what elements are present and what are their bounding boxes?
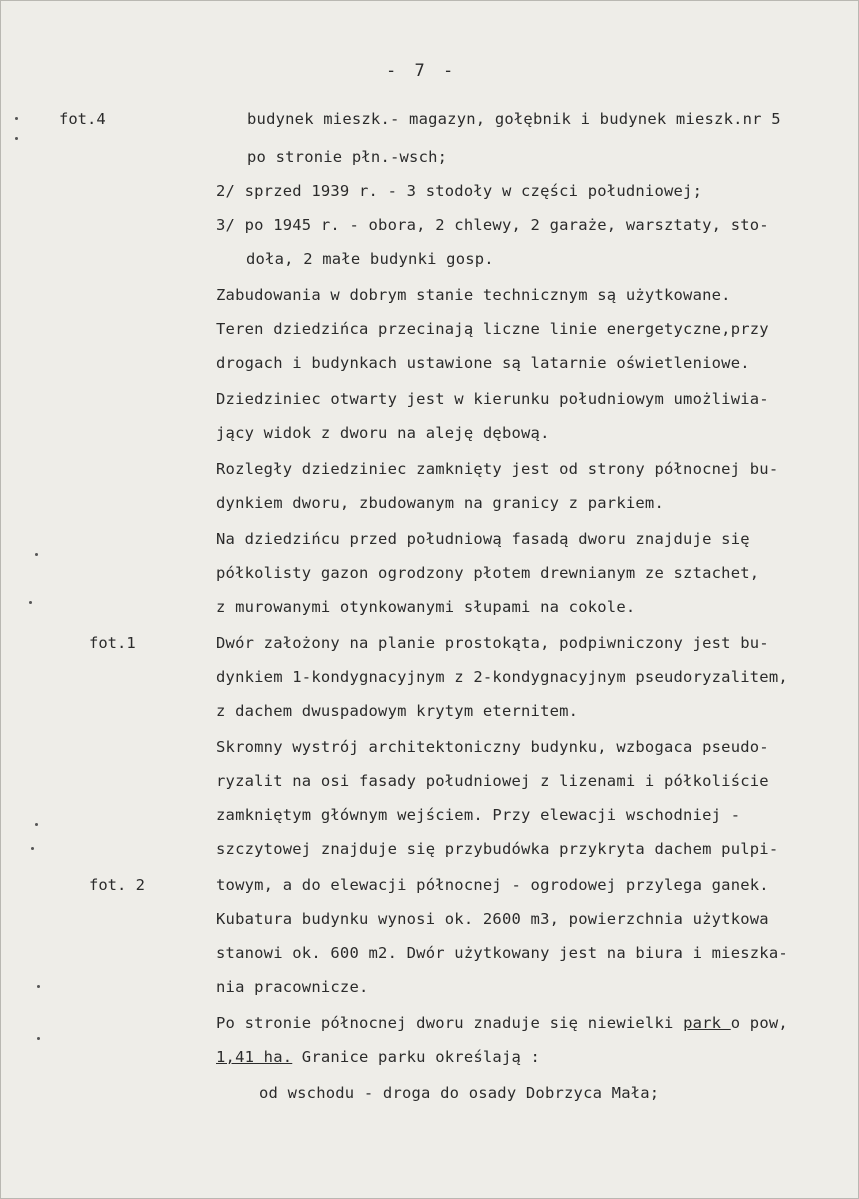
text-line: po stronie płn.-wsch; xyxy=(247,148,448,166)
text-line: 3/ po 1945 r. - obora, 2 chlewy, 2 garaże, warsztaty, sto- xyxy=(216,216,769,234)
text-line: półkolisty gazon ogrodzony płotem drewnianym ze sztachet, xyxy=(216,564,760,582)
scan-speck xyxy=(29,601,32,604)
park-size-line xyxy=(216,1047,540,1067)
park-line-end: o pow, xyxy=(730,1014,788,1032)
text-line: szczytowej znajduje się przybudówka przykryta dachem pulpi- xyxy=(216,840,779,858)
scan-speck xyxy=(31,847,34,850)
park-line-text: Po stronie północnej dworu znaduje się niewielki xyxy=(216,1014,684,1032)
text-line: Rozległy dziedziniec zamknięty jest od strony północnej bu- xyxy=(216,460,779,478)
text-line: z dachem dwuspadowym krytym eternitem. xyxy=(216,702,579,720)
scan-speck xyxy=(37,1037,40,1040)
scan-speck xyxy=(15,137,18,140)
text-line: Kubatura budynku wynosi ok. 2600 m3, powierzchnia użytkowa xyxy=(216,910,769,928)
text-line: dynkiem 1-kondygnacyjnym z 2-kondygnacyjnym pseudoryzalitem, xyxy=(216,668,788,686)
park-size-underlined: 1,41 ha. xyxy=(216,1048,293,1066)
scan-speck xyxy=(35,553,38,556)
scan-speck xyxy=(15,117,18,120)
text-line: Dziedziniec otwarty jest w kierunku południowym umożliwia- xyxy=(216,390,769,408)
text-line: zamkniętym głównym wejściem. Przy elewacji wschodniej - xyxy=(216,806,741,824)
text-line: od wschodu - droga do osady Dobrzyca Mała; xyxy=(259,1084,660,1102)
park-underlined: park xyxy=(683,1014,731,1032)
text-line: Dwór założony na planie prostokąta, podpiwniczony jest bu- xyxy=(216,634,769,652)
text-line: towym, a do elewacji północnej - ogrodowej przylega ganek. xyxy=(216,876,769,894)
text-line: Na dziedzińcu przed południową fasadą dworu znajduje się xyxy=(216,530,750,548)
text-line: drogach i budynkach ustawione są latarnie oświetleniowe. xyxy=(216,354,750,372)
text-line: Skromny wystrój architektoniczny budynku, wzbogaca pseudo- xyxy=(216,738,769,756)
text-line: dynkiem dworu, zbudowanym na granicy z parkiem. xyxy=(216,494,664,512)
text-line: Teren dziedzińca przecinają liczne linie energetyczne,przy xyxy=(216,320,769,338)
text-line: 2/ sprzed 1939 r. - 3 stodoły w części południowej; xyxy=(216,182,703,200)
text-line: jący widok z dworu na aleję dębową. xyxy=(216,424,550,442)
text-line: nia pracownicze. xyxy=(216,978,369,996)
text-line: ryzalit na osi fasady południowej z lizenami i półkoliście xyxy=(216,772,769,790)
margin-note-fot1: fot.1 xyxy=(89,634,136,652)
text-line: stanowi ok. 600 m2. Dwór użytkowany jest na biura i mieszka- xyxy=(216,944,788,962)
park-area-line xyxy=(216,1013,788,1033)
margin-note-fot2: fot. 2 xyxy=(89,876,145,894)
scan-speck xyxy=(37,985,40,988)
text-line: Zabudowania w dobrym stanie technicznym są użytkowane. xyxy=(216,286,731,304)
text-line: doła, 2 małe budynki gosp. xyxy=(246,250,494,268)
page-number: - 7 - xyxy=(386,61,458,81)
scan-speck xyxy=(35,823,38,826)
park-borders-text: Granice parku określają : xyxy=(292,1048,541,1066)
text-line: z murowanymi otynkowanymi słupami na cokole. xyxy=(216,598,636,616)
margin-note-fot4: fot.4 xyxy=(59,110,106,128)
text-line: budynek mieszk.- magazyn, gołębnik i budynek mieszk.nr 5 xyxy=(247,110,781,128)
